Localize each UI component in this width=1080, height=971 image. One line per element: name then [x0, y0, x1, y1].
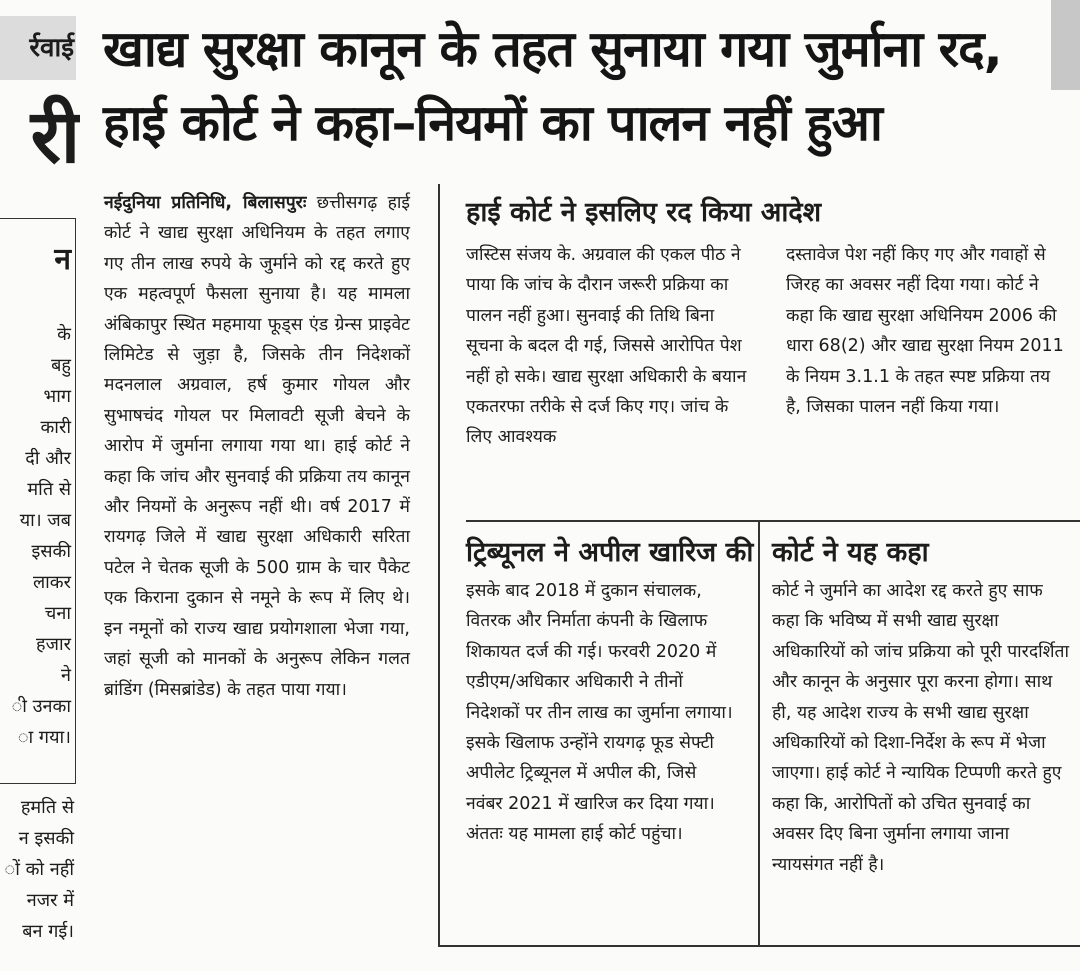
text-fragment: ने: [61, 665, 71, 686]
previous-headline-fragment: री: [30, 94, 80, 180]
court-text: कोर्ट ने जुर्माने का आदेश रद्द करते हुए साफ कहा कि भविष्य में सभी खाद्य सुरक्षा अधिकारियों को जांच प्रक्रिया को पूरी पारदर्शिता और कानून के अनुसार पूरा करना होगा। साथ ही, यह आदेश राज्य के सभी खाद्य सुरक्षा अधिकारियों को दिशा-निर्देश के रूप में भेजा जाएगा। हाई कोर्ट ने न्यायिक टिप्पणी करते हुए कहा कि, आरोपितों को उचित सुनवाई का अवसर दिए बिना जुर्माना लगाया जाना न्यायसंगत नहीं है।: [772, 581, 1070, 875]
text-fragment: बहु: [51, 355, 71, 376]
byline: नईदुनिया प्रतिनिधि, बिलासपुरः: [104, 193, 307, 213]
court-box-title: कोर्ट ने यह कहा: [772, 537, 929, 568]
adjacent-story-box: [0, 218, 76, 784]
reason-text-col-a: जस्टिस संजय के. अग्रवाल की एकल पीठ ने पाया कि जांच के दौरान जरूरी प्रक्रिया का पालन नहीं हुआ। सुनवाई की तिथि बिना सूचना के बदल दी गई, जिससे आरोपित पेश नहीं हो सके। खाद्य सुरक्षा अधिकारी के बयान एकतरफा तरीके से दर्ज किए गए। जांच के लिए आवश्यक: [466, 245, 747, 448]
text-fragment: नजर में: [26, 890, 74, 911]
adjacent-story-caption: न: [54, 242, 71, 277]
text-fragment: ी उनका: [11, 696, 71, 717]
adjacent-story-continuation: [0, 792, 80, 962]
text-fragment: कारी: [40, 417, 71, 438]
tribunal-text: इसके बाद 2018 में दुकान संचालक, वितरक और निर्माता कंपनी के खिलाफ शिकायत दर्ज की गई। फरवरी 2020 में एडीएम/अधिकार अधिकारी ने तीनों निदेशकों पर तीन लाख का जुर्माना लगाया। इसके खिलाफ उन्होंने रायगढ़ फूड सेफ्टी अपीलेट ट्रिब्यूनल में अपील की, जिसे नवंबर 2021 में खारिज कर दिया गया। अंततः यह मामला हाई कोर्ट पहुंचा।: [466, 581, 733, 845]
text-fragment: भाग: [43, 386, 71, 407]
text-fragment: मति से: [27, 479, 71, 500]
text-fragment: लाकर: [32, 572, 71, 593]
reason-box-title: हाई कोर्ट ने इसलिए रद किया आदेश: [466, 197, 822, 228]
reason-text-col-b: दस्तावेज पेश नहीं किए गए और गवाहों से जिरह का अवसर नहीं दिया गया। कोर्ट ने कहा कि खाद्य सुरक्षा अधिनियम 2006 की धारा 68(2) और खाद्य सुरक्षा नियम 2011 के नियम 3.1.1 के तहत स्पष्ट प्रक्रिया तय है, जिसका पालन नहीं किया गया।: [786, 245, 1064, 418]
text-fragment: ों को नहीं: [4, 859, 74, 880]
box-divider: [466, 520, 1080, 522]
bottom-box-divider: [758, 522, 760, 945]
main-story-text: छत्तीसगढ़ हाई कोर्ट ने खाद्य सुरक्षा अधिनियम के तहत लगाए गए तीन लाख रुपये के जुर्माने को रद्द करते हुए एक महत्वपूर्ण फैसला सुनाया है। यह मामला अंबिकापुर स्थित महमाया फूड्स एंड ग्रेन्स प्राइवेट लिमिटेड से जुड़ा है, जिसके तीन निदेशकों मदनलाल अग्रवाल, हर्ष कुमार गोयल और सुभाषचंद गोयल पर मिलावटी सूजी बेचने के आरोप में जुर्माना लगाया गया था। हाई कोर्ट ने कहा कि जांच और सुनवाई की प्रक्रिया तय कानून और नियमों के अनुरूप नहीं थी। वर्ष 2017 में रायगढ़ जिले में खाद्य सुरक्षा अधिकारी सरिता पटेल ने चेतक सूजी के 500 ग्राम के चार पैकेट एक किराना दुकान से नमूने के रूप में लिए थे। इन नमूनों को राज्य खाद्य प्रयोगशाला भेजा गया, जहां सूजी को मानकों के अनुरूप लेकिन गलत ब्रांडिंग (मिसब्रांडेड) के तहत पाया गया।: [104, 193, 410, 700]
tribunal-box-title: ट्रिब्यूनल ने अपील खारिज की: [466, 537, 754, 568]
text-fragment: इसकी: [31, 541, 71, 562]
text-fragment: चना: [44, 603, 71, 624]
text-fragment: ा गया।: [17, 727, 71, 748]
text-fragment: बन गई।: [22, 921, 74, 942]
box-bottom-rule: [438, 945, 1080, 947]
column-divider: [438, 184, 440, 946]
text-fragment: हमति से: [20, 797, 74, 818]
section-tag: र्रवाई: [0, 16, 76, 80]
text-fragment: न इसकी: [18, 828, 74, 849]
text-fragment: के: [57, 324, 71, 345]
text-fragment: हजार: [36, 634, 71, 655]
text-fragment: दी और: [25, 448, 71, 469]
page-edge-bar: [1051, 0, 1080, 90]
text-fragment: या। जब: [19, 510, 71, 531]
main-story: [104, 188, 410, 705]
headline: खाद्य सुरक्षा कानून के तहत सुनाया गया जुर्माना रद, हाई कोर्ट ने कहा–नियमों का पालन नहीं हुआ: [103, 20, 1002, 152]
